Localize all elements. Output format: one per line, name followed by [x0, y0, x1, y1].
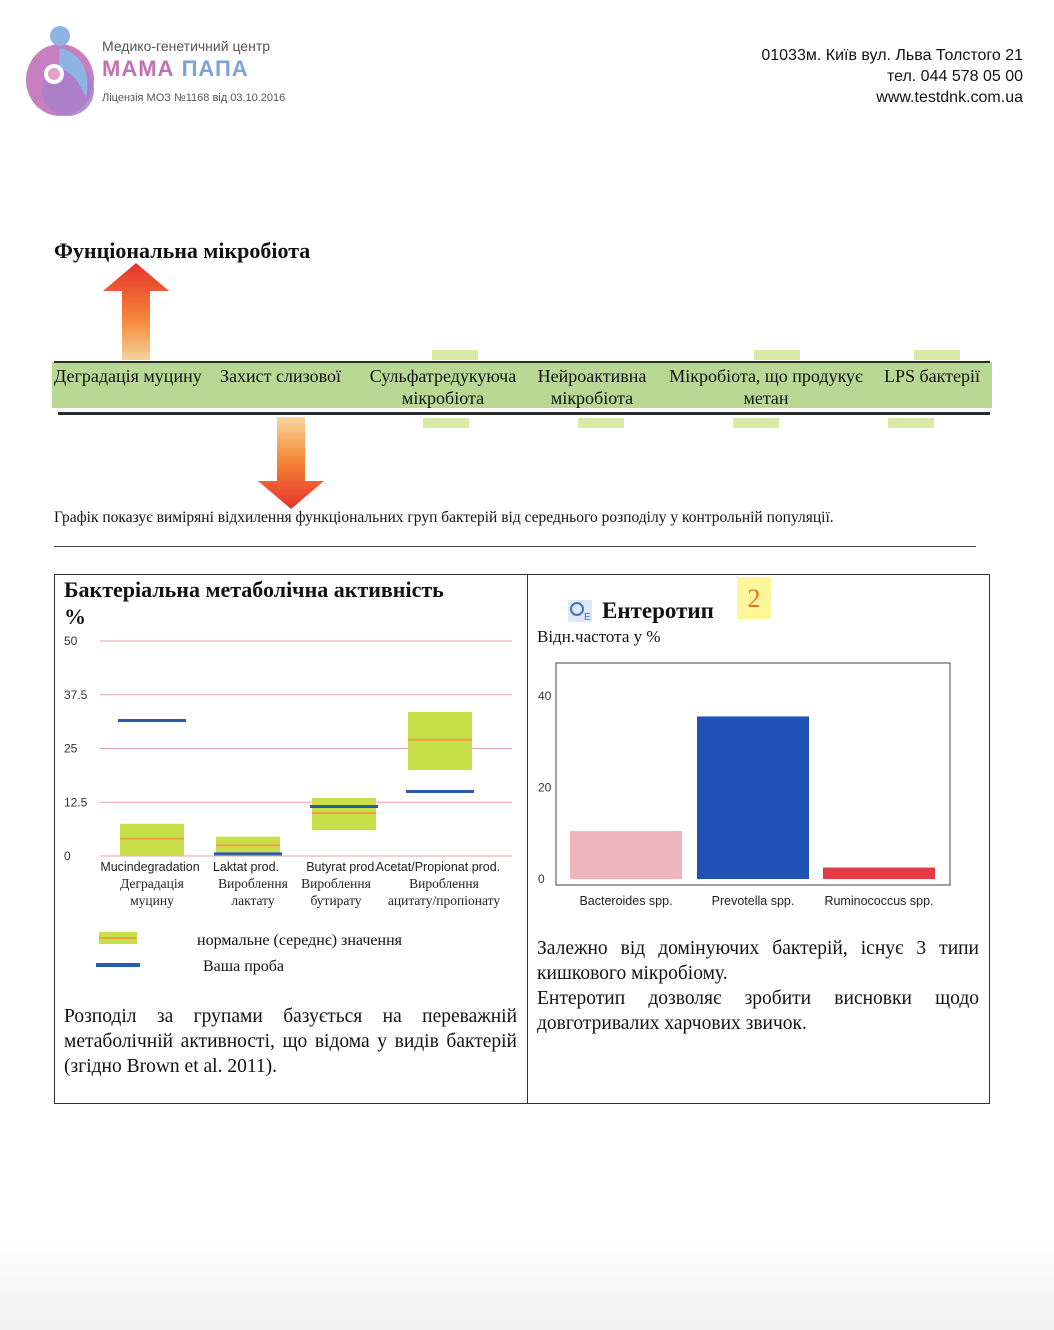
- enterotype-icon: [568, 600, 592, 622]
- category-mucosa-protection: Захист слизової: [220, 366, 341, 386]
- x-category-label-ua: ацитату/пропіонату: [387, 893, 501, 908]
- normal-marker: [432, 350, 478, 360]
- band-top-line: [54, 361, 990, 363]
- x-tick-label: Ruminococcus spp.: [824, 894, 934, 908]
- normal-marker: [578, 418, 624, 428]
- y-tick-label: 50: [64, 634, 78, 648]
- org-name: Медико-генетичний центр: [102, 38, 271, 54]
- normal-marker: [733, 418, 779, 428]
- license-text: Ліцензія МОЗ №1168 від 03.10.2016: [102, 92, 286, 104]
- x-category-label-ua: муцину: [130, 893, 174, 908]
- normal-marker: [888, 418, 934, 428]
- caption-underline: [54, 546, 976, 547]
- x-category-label-ua: Вироблення: [218, 876, 288, 891]
- x-tick-label: Butyrat prod.: [306, 860, 378, 874]
- x-category-label-ua: бутирату: [310, 893, 362, 908]
- y-tick-label: 12.5: [64, 795, 88, 810]
- arrow-up-icon: [103, 263, 169, 360]
- x-category-label-ua: Деградація: [120, 876, 184, 891]
- x-tick-label: Acetat/Propionat prod.: [375, 860, 501, 874]
- brand-part-1: МАМА: [102, 56, 175, 81]
- metabolic-chart: [60, 630, 522, 915]
- page-footer-shade: [0, 1240, 1054, 1330]
- website: www.testdnk.com.ua: [876, 89, 1023, 106]
- legend-normal-label: нормальне (середнє) значення: [197, 932, 403, 949]
- category-mucin-degradation: Деградація муцину: [54, 366, 202, 386]
- x-tick-label: Bacteroides spp.: [579, 894, 673, 908]
- normal-marker: [754, 350, 800, 360]
- enterotype-description: [537, 936, 979, 1036]
- enterotype-bar: [823, 868, 935, 879]
- y-tick-label: 25: [64, 741, 78, 756]
- metabolic-title: Бактеріальна метаболічна активність: [64, 577, 444, 602]
- x-category-label-ua: Вироблення: [301, 876, 371, 891]
- x-category-label-ua: Вироблення: [409, 876, 479, 891]
- functional-caption: Графік показує виміряні відхилення функціональних груп бактерій від середнього розподілу у контрольній популяції.: [54, 509, 834, 526]
- category-sulfate-reducing: Сульфатредукуюча мікробіота: [369, 366, 517, 408]
- enterotype-badge: 2: [737, 577, 771, 619]
- x-category-label-ua: лактату: [231, 893, 275, 908]
- category-lps: LPS бактерії: [884, 366, 981, 386]
- y-tick-label: 20: [538, 780, 552, 795]
- normal-marker: [423, 418, 469, 428]
- percent-label: %: [64, 604, 86, 629]
- normal-range-box: [120, 824, 184, 856]
- enterotype-paragraph-1: Залежно від домінуючих бактерій, існує 3 типи кишкового мікробіому.: [537, 938, 979, 984]
- x-tick-label: Mucindegradation: [100, 860, 200, 874]
- band-bottom-line: [58, 412, 990, 415]
- functional-title: Фунціональна мікробіота: [54, 238, 311, 263]
- clinic-logo: [20, 22, 98, 120]
- phone: тел. 044 578 05 00: [886, 68, 1023, 85]
- enterotype-paragraph-2: Ентеротип дозволяє зробити висновки щодо довготривалих харчових звичок.: [537, 988, 979, 1034]
- arrow-down-icon: [258, 417, 324, 509]
- enterotype-title: Ентеротип: [602, 598, 714, 623]
- brand-name: [102, 56, 249, 82]
- enterotype-chart: [532, 655, 982, 915]
- normal-range-box: [408, 712, 472, 770]
- brand-part-2: ПАПА: [181, 56, 249, 81]
- svg-text:E: E: [584, 612, 591, 622]
- y-tick-label: 40: [538, 688, 552, 703]
- enterotype-axis-label: Відн.частота у %: [537, 627, 661, 646]
- category-methane: Мікробіота, що продукує метан: [669, 366, 863, 408]
- legend-sample-label: Ваша проба: [203, 958, 284, 975]
- enterotype-bar: [697, 716, 809, 879]
- enterotype-bar: [570, 831, 682, 879]
- category-neuroactive: Нейроактивна мікробіота: [537, 366, 647, 408]
- y-tick-label: 0: [538, 872, 545, 886]
- x-tick-label: Prevotella spp.: [711, 894, 795, 908]
- normal-marker: [914, 350, 960, 360]
- metabolic-description: Розподіл за групами базується на переважній метаболічній активності, що відома у видів бактерій (згідно Brown et al. 2011).: [64, 1006, 517, 1077]
- legend-normal-swatch: [96, 929, 140, 947]
- normal-range-box: [312, 798, 376, 830]
- y-tick-label: 0: [64, 849, 71, 863]
- contact-block: [761, 45, 1023, 108]
- y-tick-label: 37.5: [64, 687, 88, 702]
- x-tick-label: Laktat prod.: [212, 860, 280, 874]
- address: 01033м. Київ вул. Льва Толстого 21: [761, 47, 1023, 64]
- legend-sample-swatch: [96, 959, 140, 971]
